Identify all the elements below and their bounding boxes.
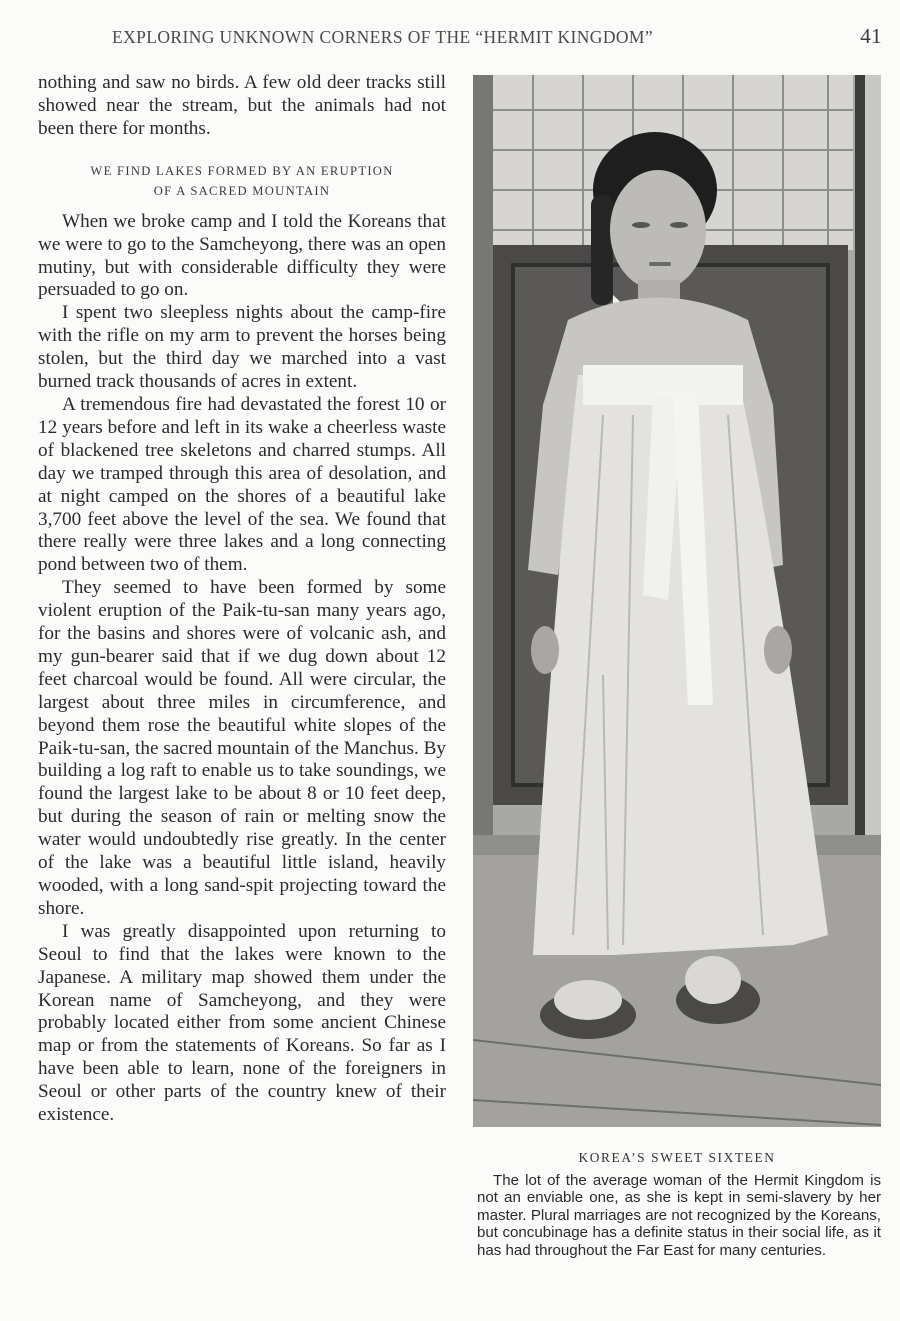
running-head	[112, 24, 882, 49]
face	[610, 170, 706, 290]
paragraph: I was greatly disappointed upon returning to Seoul to find that the lakes were known to the Japanese. A military map showed them under the Korean name of Samcheyong, and they were probably located either from some ancient Chinese map or from the statements of Koreans. So far as I have been able to learn, none of the foreigners in Seoul or other parts of the country knew of their existence.	[38, 920, 446, 1126]
caption-title: KOREA’S SWEET SIXTEEN	[578, 1150, 776, 1165]
subheading-line-2: OF A SACRED MOUNTAIN	[153, 183, 331, 198]
running-title: EXPLORING UNKNOWN CORNERS OF THE “HERMIT KINGDOM”	[112, 27, 654, 47]
left-hand	[531, 626, 559, 674]
section-subheading	[38, 161, 446, 201]
subheading-line-1: WE FIND LAKES FORMED BY AN ERUPTION	[90, 163, 394, 178]
paragraph: I spent two sleepless nights about the camp-fire with the rifle on my arm to prevent the horses being stolen, but the third day we marched into a vast burned track thousands of acres in extent.	[38, 302, 446, 393]
caption-text: The lot of the average woman of the Hermit Kingdom is not an enviable one, as she is kept in semi-slavery by her master. Plural marriages are not recognized by the Koreans, but concubinage has a definite status in their social life, as it has had throughout the Far East for many centuries.	[477, 1172, 881, 1259]
page-number: 41	[860, 24, 882, 48]
photograph	[473, 75, 881, 1127]
paragraph: They seemed to have been formed by some violent eruption of the Paik-tu-san many years ago, for the basins and shores were of volcanic ash, and my gun-bearer said that if we dug down about 12 feet charcoal would be found. All were circular, the largest about three miles in circumference, and beyond them rose the beautiful white slopes of the Paik-tu-san, the sacred mountain of the Manchus. By building a log raft to enable us to take soundings, we found the largest lake to be about 8 or 10 feet deep, but during the season of rain or melting snow the water would undoubtedly rise greatly. In the center of the lake was a beautiful little island, heavily wooded, with a long sand-spit projecting toward the shore.	[38, 577, 446, 919]
paragraph-continued: nothing and saw no birds. A few old deer tracks still showed near the stream, but the animals had not been there for months.	[38, 72, 446, 139]
article-column	[38, 72, 446, 1127]
paragraph: When we broke camp and I told the Koreans that we were to go to the Samcheyong, there was an open mutiny, but with considerable difficulty they were persuaded to go on.	[38, 210, 446, 301]
right-hand	[764, 626, 792, 674]
paragraph: A tremendous fire had devastated the forest 10 or 12 years before and left in its wake a cheerless waste of blackened tree skeletons and charred stumps. All day we tramped through this area of desolation, and at night camped on the shores of a beautiful lake 3,700 feet above the level of the sea. We found that there really were three lakes and a long connecting pond between two of them.	[38, 393, 446, 576]
